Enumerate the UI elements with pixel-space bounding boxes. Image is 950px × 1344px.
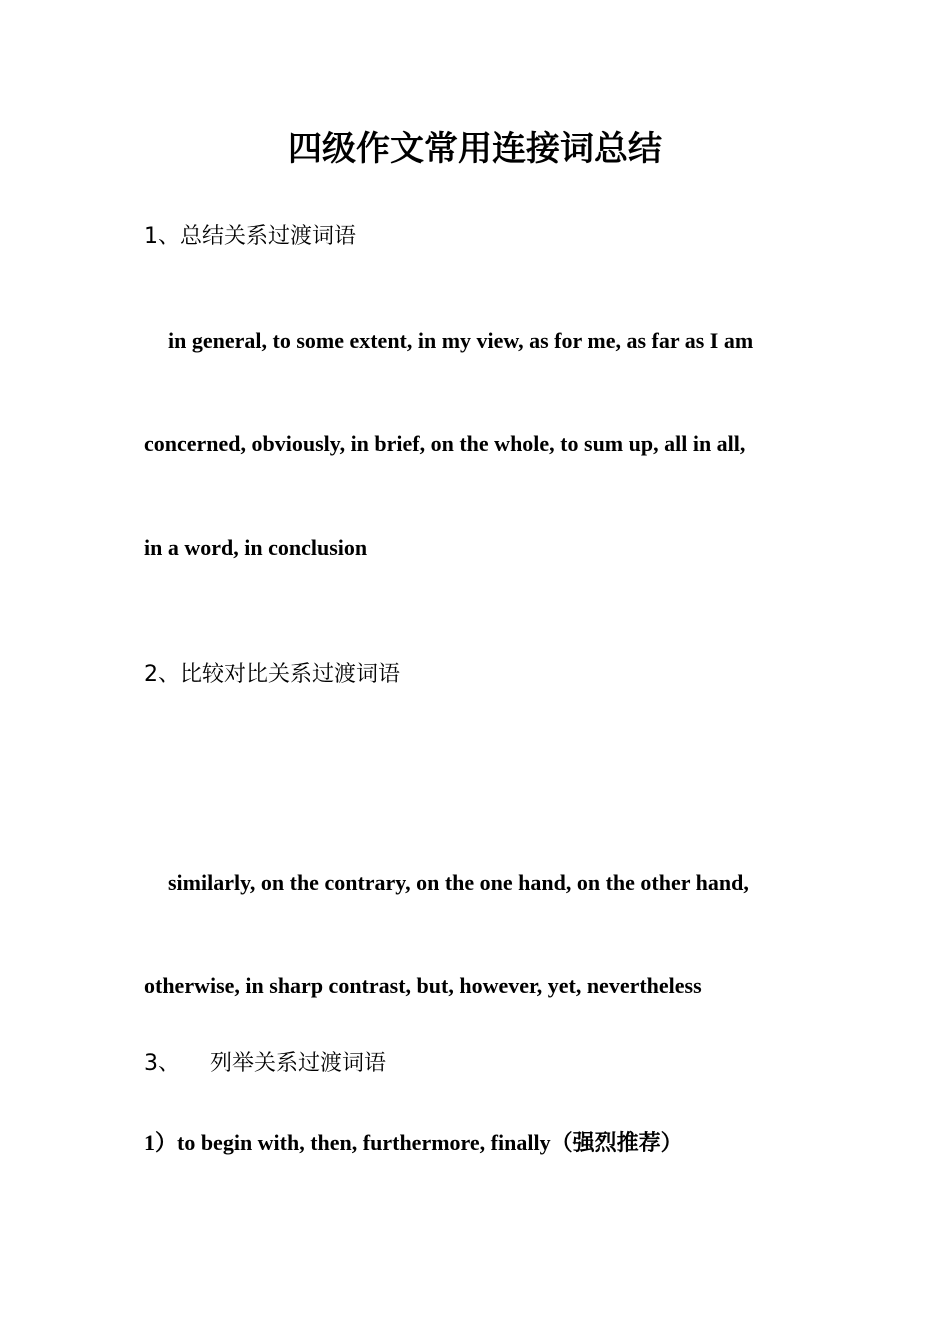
page-title: 四级作文常用连接词总结 <box>288 129 662 169</box>
section-2-line-2: otherwise, in sharp contrast, but, however, yet, nevertheless <box>144 973 702 998</box>
section-3-heading-number: 3、 <box>144 1051 180 1076</box>
section-3-heading <box>144 1049 824 1079</box>
section-1-line-1: in general, to some extent, in my view, as for me, as far as I am <box>168 328 754 353</box>
section-1-heading: 1、总结关系过渡词语 <box>144 224 356 249</box>
section-2-line-1: similarly, on the contrary, on the one hand, on the other hand, <box>168 870 749 895</box>
section-1-line-3: in a word, in conclusion <box>144 535 368 560</box>
section-1-line-2: concerned, obviously, in brief, on the whole, to sum up, all in all, <box>144 431 746 456</box>
section-2-heading: 2、比较对比关系过渡词语 <box>144 662 400 687</box>
section-3-line-1: 1）to begin with, then, furthermore, finally（强烈推荐） <box>144 1130 683 1155</box>
section-3-heading-text: 列举关系过渡词语 <box>210 1051 387 1076</box>
